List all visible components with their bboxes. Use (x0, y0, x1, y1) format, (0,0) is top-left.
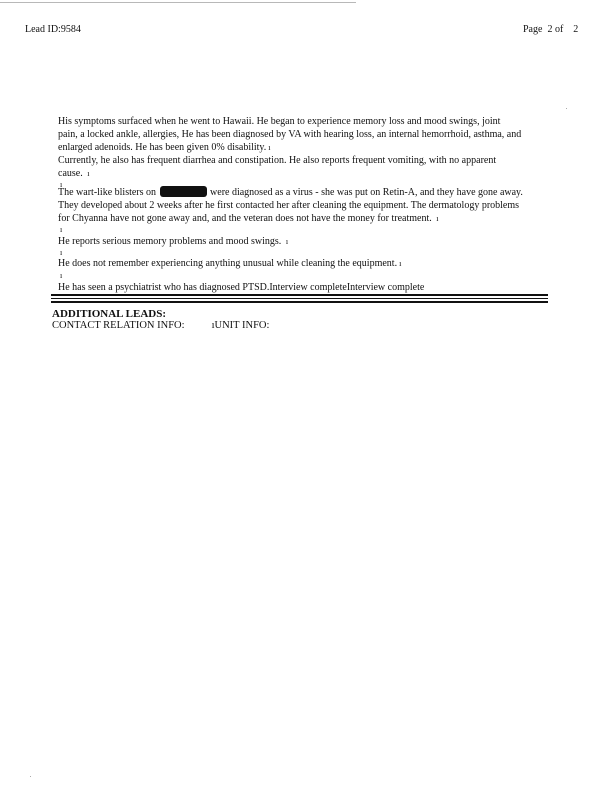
top-edge-rule (0, 2, 356, 3)
blisters-text-after: were diagnosed as a virus - she was put on Retin-A, and they have gone away. (210, 187, 523, 198)
paragraph-gi-line-2 (58, 167, 89, 180)
paragraph-equipment-text: He does not remember experiencing anything unusual while cleaning the equipment. (58, 258, 398, 269)
line-mark: ı (60, 225, 63, 234)
paragraph-memory (58, 235, 288, 248)
blisters-text-before: The wart-like blisters on (58, 187, 157, 198)
additional-leads-heading: ADDITIONAL LEADS: (52, 308, 166, 320)
page-of: of (554, 24, 564, 35)
paragraph-gi-text: cause. (58, 168, 83, 179)
page-label: Page (523, 24, 543, 35)
divider-rule-thick (51, 294, 548, 296)
page-total: 2 (573, 24, 579, 35)
paragraph-gi-line-1: Currently, he also has frequent diarrhea and constipation. He also reports frequent vomiting, with no apparent (58, 155, 497, 166)
paragraph-symptoms-line-1: His symptoms surfaced when he went to Hawaii. He began to experience memory loss and mood swings, joint (58, 116, 501, 127)
line-mark: ı (285, 237, 289, 246)
line-mark: ı (436, 214, 439, 223)
unit-info-label: ıUNIT INFO: (211, 320, 270, 331)
paragraph-blisters-line-3 (58, 212, 439, 225)
paragraph-blisters-text: for Chyanna have not gone away and, and the veteran does not have the money for treatment. (58, 213, 432, 224)
page-indicator (523, 24, 578, 35)
paragraph-memory-text: He reports serious memory problems and mood swings. (58, 236, 282, 247)
line-mark: ı (399, 259, 402, 268)
divider-rule-bottom (51, 301, 548, 303)
scan-speck (566, 108, 567, 109)
paragraph-symptoms-line-3 (58, 141, 271, 154)
contact-relation-label: CONTACT RELATION INFO: (52, 320, 185, 331)
scan-speck (30, 776, 31, 777)
line-mark: ı (87, 169, 90, 178)
divider-rule-thin (51, 298, 548, 299)
paragraph-blisters-line-2: They developed about 2 weeks after he first contacted her after cleaning the equipment. The dermatology problems (58, 200, 520, 211)
line-mark: ı (60, 271, 63, 280)
paragraph-symptoms-text: enlarged adenoids. He has been given 0% disability. (58, 142, 267, 153)
page-current: 2 (547, 24, 553, 35)
line-mark: ı (268, 143, 271, 152)
line-mark: ı (60, 180, 63, 189)
line-mark: ı (60, 248, 63, 257)
paragraph-symptoms-line-2: pain, a locked ankle, allergies, He has been diagnosed by VA with hearing loss, an internal hemorrhoid, asthma, and (58, 129, 522, 140)
redaction-bar (160, 186, 207, 197)
paragraph-equipment (58, 257, 401, 270)
lead-id: Lead ID:9584 (25, 24, 81, 35)
contact-relation-line (52, 320, 269, 331)
paragraph-psychiatrist: He has seen a psychiatrist who has diagnosed PTSD.Interview completeInterview complete (58, 282, 425, 293)
paragraph-blisters-line-1 (58, 186, 523, 199)
